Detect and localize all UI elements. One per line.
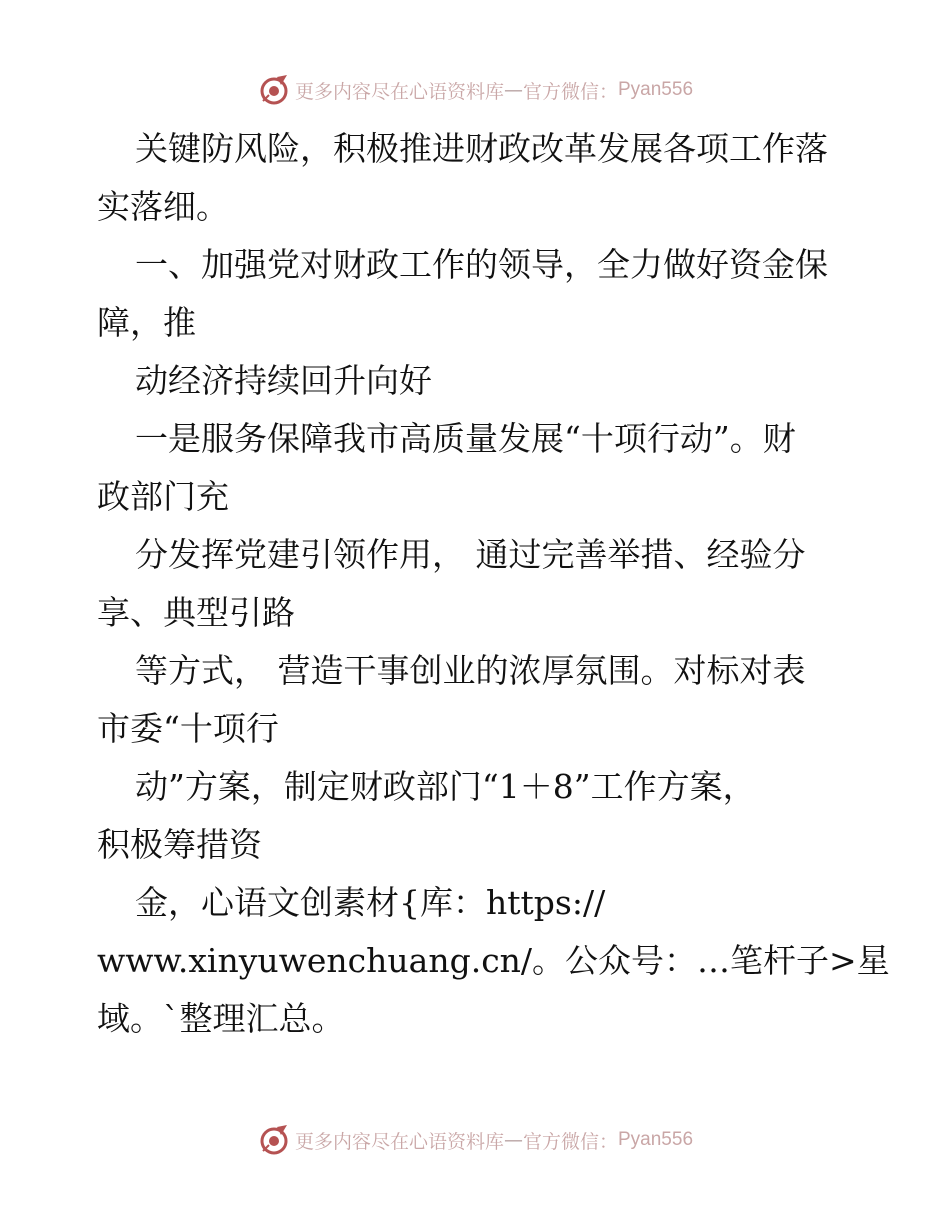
body-line: 动经济持续回升向好 <box>135 361 432 400</box>
section-heading: 一、加强党对财政工作的领导，全力做好资金保 <box>135 245 828 284</box>
body-line: 实落细。 <box>97 187 229 226</box>
header-banner <box>0 70 950 110</box>
pen-seal-icon <box>257 1123 291 1157</box>
body-line: 障，推 <box>97 303 196 342</box>
body-line: 域。`整理汇总。 <box>97 999 345 1038</box>
banner-separator: — <box>503 79 523 101</box>
banner-text: 更多内容尽在心语资料库 <box>294 1130 504 1153</box>
body-line: 关键防风险，积极推进财政改革发展各项工作落 <box>135 129 828 168</box>
body-line: 享、典型引路 <box>97 593 295 632</box>
banner-separator: — <box>503 1129 523 1151</box>
footer-banner <box>0 1120 950 1160</box>
body-line: 金，心语文创素材{库：https:// <box>135 883 606 922</box>
banner-handle: Pyan556 <box>618 1129 694 1150</box>
pen-seal-icon <box>257 73 291 107</box>
banner-contact: 官方微信： <box>522 80 618 103</box>
body-line: www.xinyuwenchuang.cn/。公众号：…笔杆子>星 <box>97 941 890 980</box>
body-line: 市委“十项行 <box>97 709 279 748</box>
banner-text: 更多内容尽在心语资料库 <box>294 80 504 103</box>
body-line: 动”方案，制定财政部门“1＋8”工作方案， <box>135 767 756 806</box>
body-line: 一是服务保障我市高质量发展“十项行动”。财 <box>135 419 796 458</box>
banner-handle: Pyan556 <box>618 79 694 100</box>
body-line: 分发挥党建引领作用， 通过完善举措、经验分 <box>135 535 806 574</box>
body-line: 积极筹措资 <box>97 825 262 864</box>
body-line: 政部门充 <box>97 477 229 516</box>
document-body <box>97 120 890 1048</box>
banner-contact: 官方微信： <box>522 1130 618 1153</box>
body-line: 等方式， 营造干事创业的浓厚氛围。对标对表 <box>135 651 806 690</box>
